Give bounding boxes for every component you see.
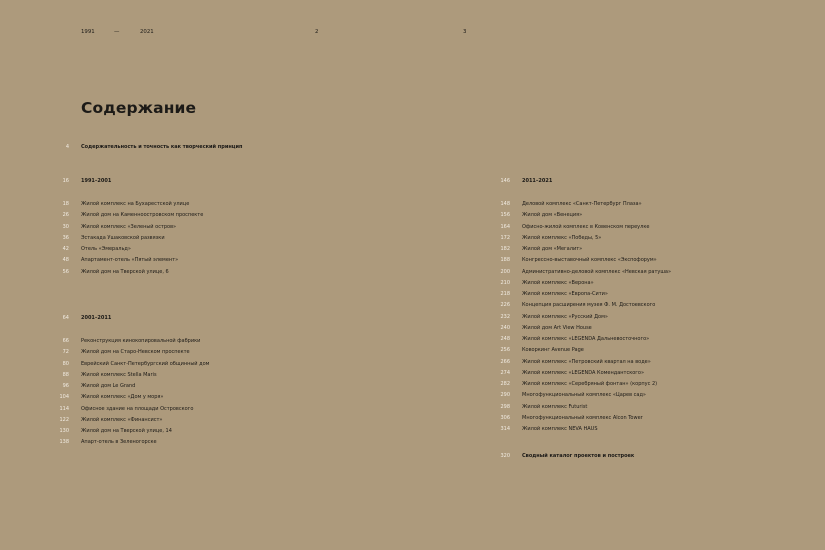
toc-entry-page: 248 [500,336,510,342]
toc-entry-label: Жилой комплекс «Победы, 5» [522,234,602,241]
toc-entry-page: 80 [62,360,69,367]
toc-entry-page: 306 [500,414,510,421]
toc-entry-page: 42 [62,246,69,252]
toc-entry-page: 18 [62,201,69,207]
section-heading-page: 16 [62,178,69,184]
toc-entry-label: Жилой дом на Тверской улице, 6 [81,268,169,275]
toc-entry-label: Жилой дом Le Grand [81,383,136,389]
toc-entry-label: Эстакада Ушаковской развязки [81,234,165,241]
toc-entry-page: 96 [62,383,69,389]
catalog-entry-page: 320 [500,453,510,459]
toc-entry-label: Жилой комплекс «Финансист» [81,416,163,423]
page-number-right: 3 [463,29,467,35]
toc-entry-label: Жилой дом на Тверской улице, 14 [81,428,172,434]
toc-entry-page: 266 [500,358,510,365]
catalog-entry-label: Сводный каталог проектов и построек [522,453,635,459]
page-number-left: 2 [315,29,319,35]
toc-entry-label: Жилой комплекс «Петровский квартал на воде» [522,358,651,365]
page-title: Содержание [81,99,197,117]
toc-entry-label: Жилой комплекс «Верона» [522,279,594,286]
toc-entry-label: Жилой комплекс Futurist [522,403,588,410]
toc-entry-page: 130 [59,428,69,434]
toc-entry-label: Еврейский Санкт-Петербургский общинный дом [81,360,210,367]
toc-entry-label: Многофункциональный комплекс Alcon Tower [522,414,643,421]
toc-entry-label: Жилой комплекс на Бухарестской улице [81,201,190,207]
toc-entry-page: 36 [62,234,69,241]
toc-entry-page: 274 [500,369,510,376]
toc-entry-page: 88 [62,371,69,378]
toc-entry-page: 114 [59,405,69,412]
toc-entry-page: 200 [500,268,510,275]
toc-entry-label: Апартамент-отель «Пятый элемент» [81,257,179,264]
toc-entry-page: 122 [59,416,69,423]
toc-entry-page: 26 [62,212,69,219]
toc-entry-label: Многофункциональный комплекс «Царев сад» [522,392,646,399]
toc-entry-page: 298 [500,403,510,410]
toc-entry-page: 232 [500,313,510,320]
toc-entry-label: Отель «Эмеральд» [81,246,131,252]
toc-entry-page: 282 [500,381,510,387]
toc-entry-label: Жилой комплекс NEVA HAUS [522,426,598,432]
toc-entry-page: 218 [500,291,510,297]
toc-entry-page: 314 [500,426,510,432]
toc-entry-label: Жилой комплекс «Русский Дом» [522,313,608,320]
header-year-from: 1991 [81,29,95,35]
toc-entry-label: Конгрессно-выставочный комплекс «Экспофорум» [522,257,657,264]
toc-entry-label: Реконструкция кинокопировальной фабрики [81,338,201,344]
toc-entry-label: Административно-деловой комплекс «Невская ратуша» [522,268,672,275]
toc-entry-page: 72 [62,349,69,356]
toc-entry-page: 182 [500,246,510,252]
toc-entry-page: 290 [500,392,510,399]
toc-entry-label: Офисно-жилой комплекс в Ковенском переулке [522,223,650,230]
section-heading-label: 1991–2001 [81,178,112,184]
toc-entry-page: 148 [500,201,510,207]
section-heading-page: 146 [500,178,510,184]
toc-entry-label: Жилой комплекс «Дом у моря» [81,394,164,401]
toc-entry-label: Офисное здание на площади Островского [81,405,194,412]
toc-entry-page: 164 [500,223,510,230]
toc-entry-label: Жилой комплекс «Европа-Сити» [522,291,608,297]
header-dash: — [114,29,120,35]
intro-entry-label: Содержательность и точность как творческий принцип [81,144,243,150]
toc-entry-label: Жилой дом «Мегалит» [522,246,583,252]
toc-entry-page: 56 [62,268,69,275]
toc-entry-page: 48 [62,257,69,264]
toc-entry-page: 210 [500,279,510,286]
toc-entry-page: 104 [59,394,69,401]
section-heading-page: 64 [62,315,69,321]
toc-entry-page: 156 [500,212,510,219]
section-heading-label: 2001–2011 [81,315,112,321]
toc-entry-label: Жилой комплекс «Зеленый остров» [81,223,177,230]
toc-entry-label: Жилой дом «Венеция» [522,212,583,219]
toc-entry-label: Жилой дом на Каменноостровском проспекте [81,212,204,219]
toc-entry-label: Концепция расширения музея Ф. М. Достоевского [522,302,656,309]
toc-entry-label: Деловой комплекс «Санкт-Петербург Плаза» [522,201,642,207]
toc-entry-page: 188 [500,257,510,264]
toc-entry-label: Коворкинг Avenue Page [522,347,584,354]
toc-entry-page: 226 [500,302,510,309]
toc-entry-page: 256 [500,347,510,354]
section-heading-label: 2011–2021 [522,178,553,184]
toc-entry-label: Жилой комплекс Stella Maris [81,371,157,378]
toc-entry-page: 172 [500,234,510,241]
toc-entry-label: Жилой комплекс «LEGENDA Комендантского» [522,369,645,376]
intro-entry-page: 4 [65,144,69,150]
header-year-to: 2021 [140,29,154,35]
toc-entry-label: Жилой дом на Старо-Невском проспекте [81,349,190,356]
toc-entry-page: 240 [500,324,510,331]
toc-entry-page: 138 [59,439,69,446]
toc-entry-label: Жилой комплекс «LEGENDA Дальневосточного» [522,336,650,342]
toc-entry-label: Апарт-отель в Зеленогорске [81,439,157,446]
toc-entry-label: Жилой дом Art View House [522,324,592,331]
toc-entry-label: Жилой комплекс «Серебряный фонтан» (корпус 2) [522,381,658,387]
toc-entry-page: 30 [62,223,69,230]
toc-entry-page: 66 [62,338,69,344]
